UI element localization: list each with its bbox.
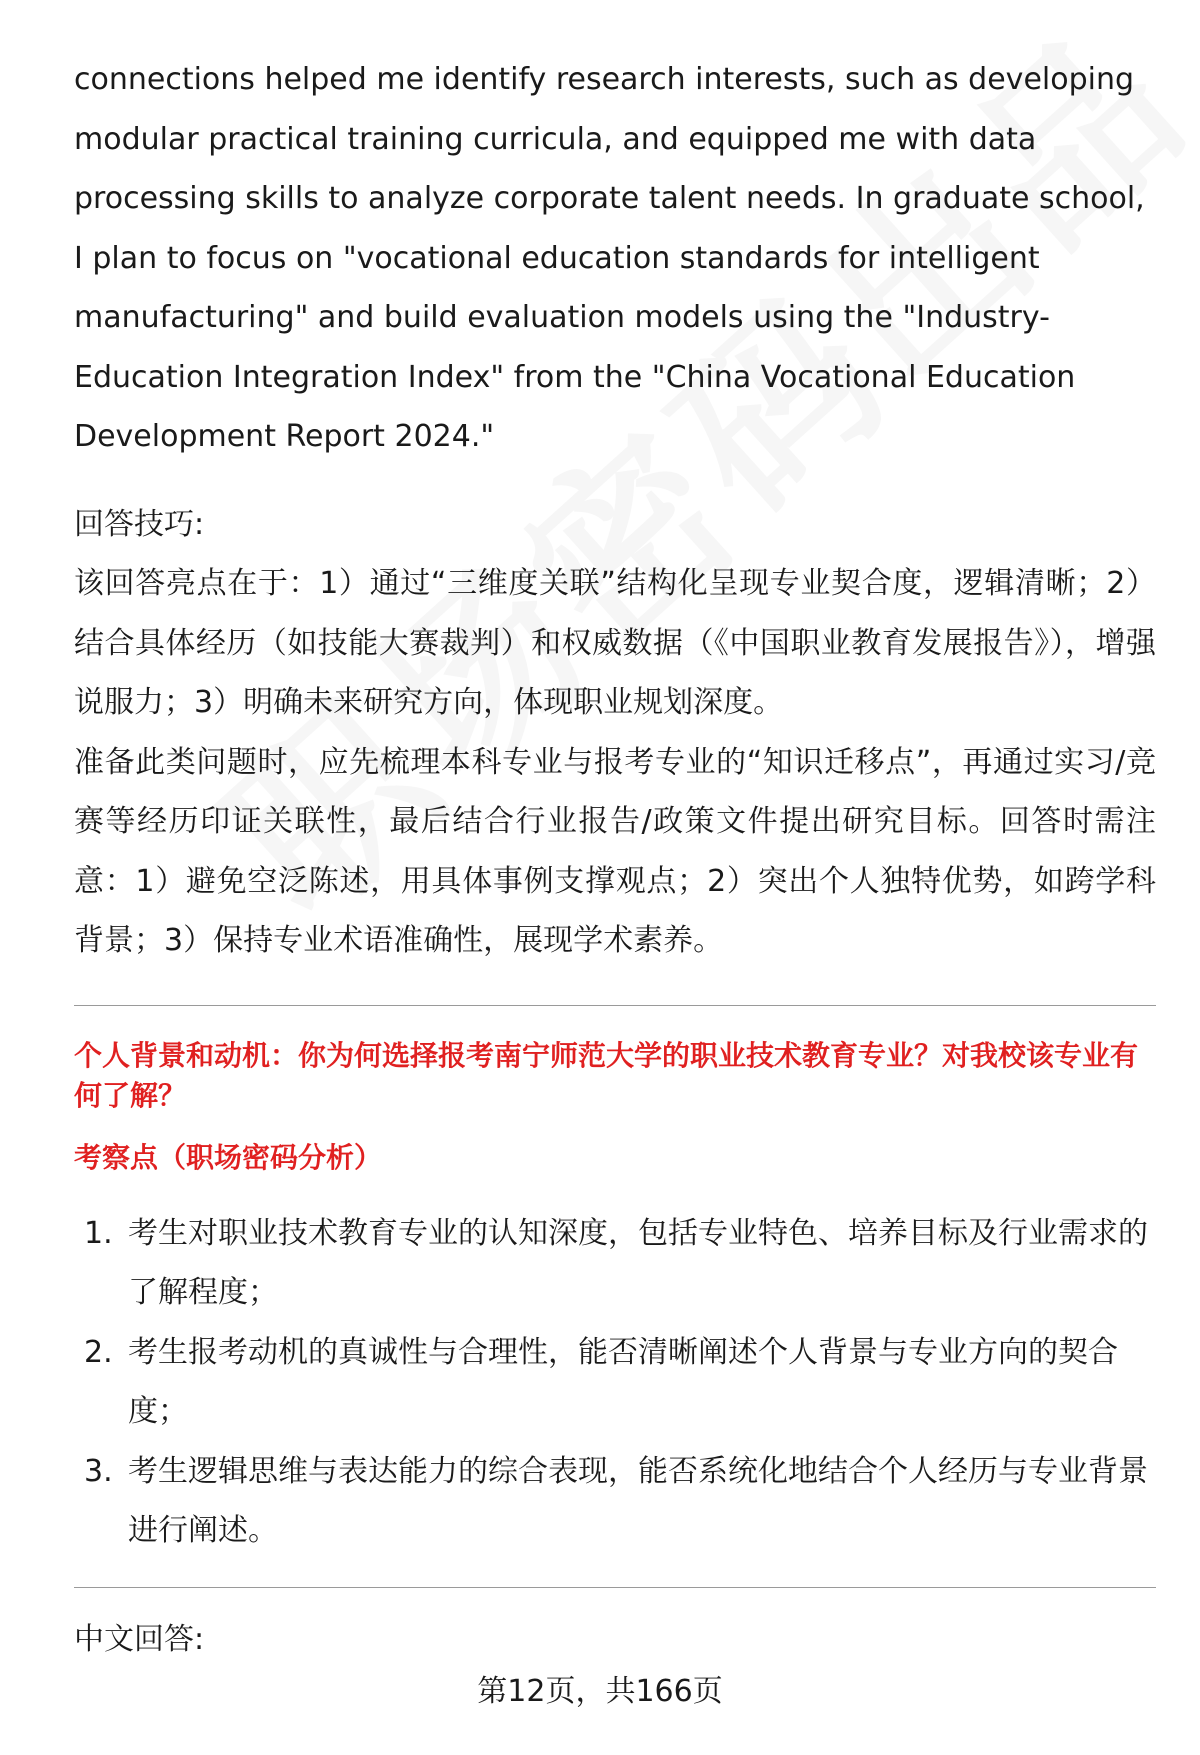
section-divider [74, 1587, 1156, 1588]
question-title: 个人背景和动机：你为何选择报考南宁师范大学的职业技术教育专业？对我校该专业有何了解？ [74, 1038, 1139, 1112]
tips-paragraph-2: 准备此类问题时，应先梳理本科专业与报考专业的“知识迁移点”，再通过实习/竞赛等经历印证关联性，最后结合行业报告/政策文件提出研究目标。回答时需注意：1）避免空泛陈述，用具体事例支撑观点；2）突出个人独特优势，如跨学科背景；3）保持专业术语准确性，展现学术素养。 [74, 744, 1156, 958]
section-divider [74, 1005, 1156, 1006]
list-item [74, 1442, 1156, 1561]
page-number: 第12页，共166页 [477, 1674, 723, 1709]
list-item-text: 考生报考动机的真诚性与合理性，能否清晰阐述个人背景与专业方向的契合度； [128, 1334, 1118, 1429]
document-body [74, 50, 1156, 1669]
intro-paragraph: connections helped me identify research interests, such as developing modular practical training curricula, and equipped me with data processing skills to analyze corporate talent needs. In graduate school, I plan to focus on "vocational education standards for intelligent manufacturing" and build evaluation models using the "Industry-Education Integration Index" from the "China Vocational Education Development Report 2024." [74, 62, 1145, 454]
answer-heading: 中文回答: [74, 1621, 205, 1657]
list-item-number: 1. [84, 1215, 113, 1251]
list-item-number: 2. [84, 1334, 113, 1370]
analysis-points-list [74, 1204, 1156, 1561]
tips-heading: 回答技巧: [74, 506, 205, 542]
list-item-text: 考生对职业技术教育专业的认知深度，包括专业特色、培养目标及行业需求的了解程度； [128, 1215, 1148, 1310]
list-item-number: 3. [84, 1453, 113, 1489]
list-item-text: 考生逻辑思维与表达能力的综合表现，能否系统化地结合个人经历与专业背景进行阐述。 [128, 1453, 1148, 1548]
list-item [74, 1204, 1156, 1323]
tips-paragraph-1: 该回答亮点在于：1）通过“三维度关联”结构化呈现专业契合度，逻辑清晰；2）结合具体经历（如技能大赛裁判）和权威数据（《中国职业教育发展报告》），增强说服力；3）明确未来研究方向，体现职业规划深度。 [74, 566, 1156, 720]
list-item [74, 1323, 1156, 1442]
analysis-heading: 考察点（职场密码分析） [74, 1140, 383, 1174]
